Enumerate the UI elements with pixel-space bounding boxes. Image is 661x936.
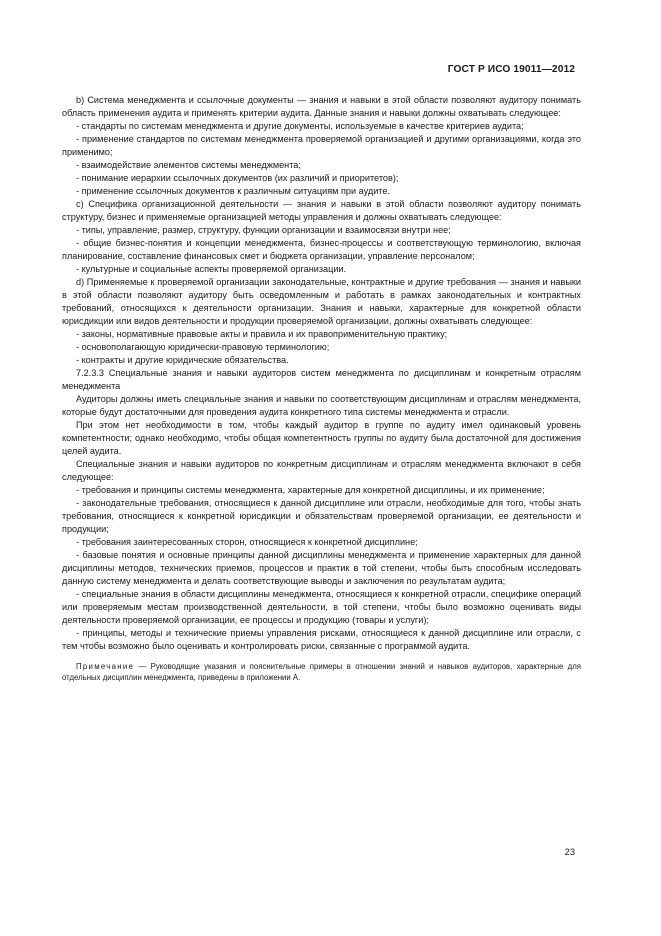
list-item: - культурные и социальные аспекты проверяемой организации. bbox=[76, 264, 347, 274]
list-item: - требования и принципы системы менеджмента, характерные для конкретной дисциплины, и их применение; bbox=[76, 485, 545, 495]
list-item: - стандарты по системам менеджмента и другие документы, используемые в качестве критериев аудита; bbox=[76, 121, 524, 131]
paragraph: Специальные знания и навыки аудиторов по конкретным дисциплинам и отраслям менеджмента включают в себя следующее: bbox=[62, 459, 581, 482]
standard-header: ГОСТ Р ИСО 19011—2012 bbox=[447, 64, 575, 75]
list-item: - специальные знания в области дисциплины менеджмента, относящиеся к конкретной отрасли, специфике операций или проверяемым местам производственной деятельности, в той степени, чтобы было возможно оценивать виды деятельности проверяемой организации, ее процессы и продукцию (товары и услуги); bbox=[62, 589, 581, 625]
paragraph: c) Специфика организационной деятельности — знания и навыки в этой области позволяют аудитору понимать структуру, бизнес и применяемые организацией методы управления и должны охватывать следующее: bbox=[62, 199, 581, 222]
list-item: - основополагающую юридически-правовую терминологию; bbox=[76, 342, 330, 352]
page-number: 23 bbox=[564, 847, 575, 857]
document-body bbox=[62, 94, 581, 683]
list-item: - применение стандартов по системам менеджмента проверяемой организацией и другими организациями, когда это применимо; bbox=[62, 134, 581, 157]
list-item: - законодательные требования, относящиеся к данной дисциплине или отрасли, необходимые для того, чтобы знать требования, относящиеся к конкретной юрисдикции и обязательствам проверяемой организации, ее деятельности и продукции; bbox=[62, 498, 581, 534]
list-item: - взаимодействие элементов системы менеджмента; bbox=[76, 160, 301, 170]
list-item: - принципы, методы и технические приемы управления рисками, относящиеся к данной дисциплине или отрасли, с тем чтобы возможно было оценивать и контролировать риски, связанные с программой аудита. bbox=[62, 628, 581, 651]
paragraph: При этом нет необходимости в том, чтобы каждый аудитор в группе по аудиту имел одинаковый уровень компетентности; однако необходимо, чтобы общая компетентность группы по аудиту была достаточной для достижения целей аудита. bbox=[62, 420, 581, 456]
paragraph: Аудиторы должны иметь специальные знания и навыки по соответствующим дисциплинам и отраслям менеджмента, которые будут достаточными для проведения аудита конкретного типа системы менеджмента и отрасли. bbox=[62, 394, 581, 417]
list-item: - общие бизнес-понятия и концепции менеджмента, бизнес-процессы и соответствующую терминологию, включая планирование, составление финансовых смет и бюджета организации, управление персоналом; bbox=[62, 238, 581, 261]
list-item: - требования заинтересованных сторон, относящиеся к конкретной дисциплине; bbox=[76, 537, 418, 547]
list-item: - законы, нормативные правовые акты и правила и их правоприменительную практику; bbox=[76, 329, 448, 339]
note-text: — Руководящие указания и пояснительные примеры в отношении знаний и навыков аудиторов, характерные для отдельных дисциплин менеджмента, приведены в приложении А. bbox=[62, 662, 581, 683]
list-item: - применение ссылочных документов к различным ситуациям при аудите. bbox=[76, 186, 390, 196]
paragraph: d) Применяемые к проверяемой организации законодательные, контрактные и другие требования — знания и навыки в этой области позволяют аудитору быть осведомленным и работать в рамках законодательных и контрактных требований, относящихся к деятельности организации. Знания и навыки, характерные для конкретной области юрисдикции или видов деятельности и продукции проверяемой организации, должны охватывать следующее: bbox=[62, 277, 581, 326]
list-item: - базовые понятия и основные принципы данной дисциплины менеджмента и применение характерных для данной дисциплины методов, технических приемов, процессов и практик в той степени, чтобы быть способным исследовать данную систему менеджмента и делать соответствующие выводы и заключения по результатам аудита; bbox=[62, 550, 581, 586]
section-heading: 7.2.3.3 Специальные знания и навыки аудиторов систем менеджмента по дисциплинам и конкретным отраслям менеджмента bbox=[62, 368, 581, 391]
paragraph: b) Система менеджмента и ссылочные документы — знания и навыки в этой области позволяют аудитору понимать область применения аудита и применять критерии аудита. Данные знания и навыки должны охватывать следующее: bbox=[62, 95, 581, 118]
list-item: - типы, управление, размер, структуру, функции организации и взаимосвязи внутри нее; bbox=[76, 225, 451, 235]
list-item: - понимание иерархии ссылочных документов (их различий и приоритетов); bbox=[76, 173, 399, 183]
list-item: - контракты и другие юридические обязательства. bbox=[76, 355, 289, 365]
note bbox=[62, 661, 581, 683]
note-label: Примечание bbox=[76, 662, 135, 671]
